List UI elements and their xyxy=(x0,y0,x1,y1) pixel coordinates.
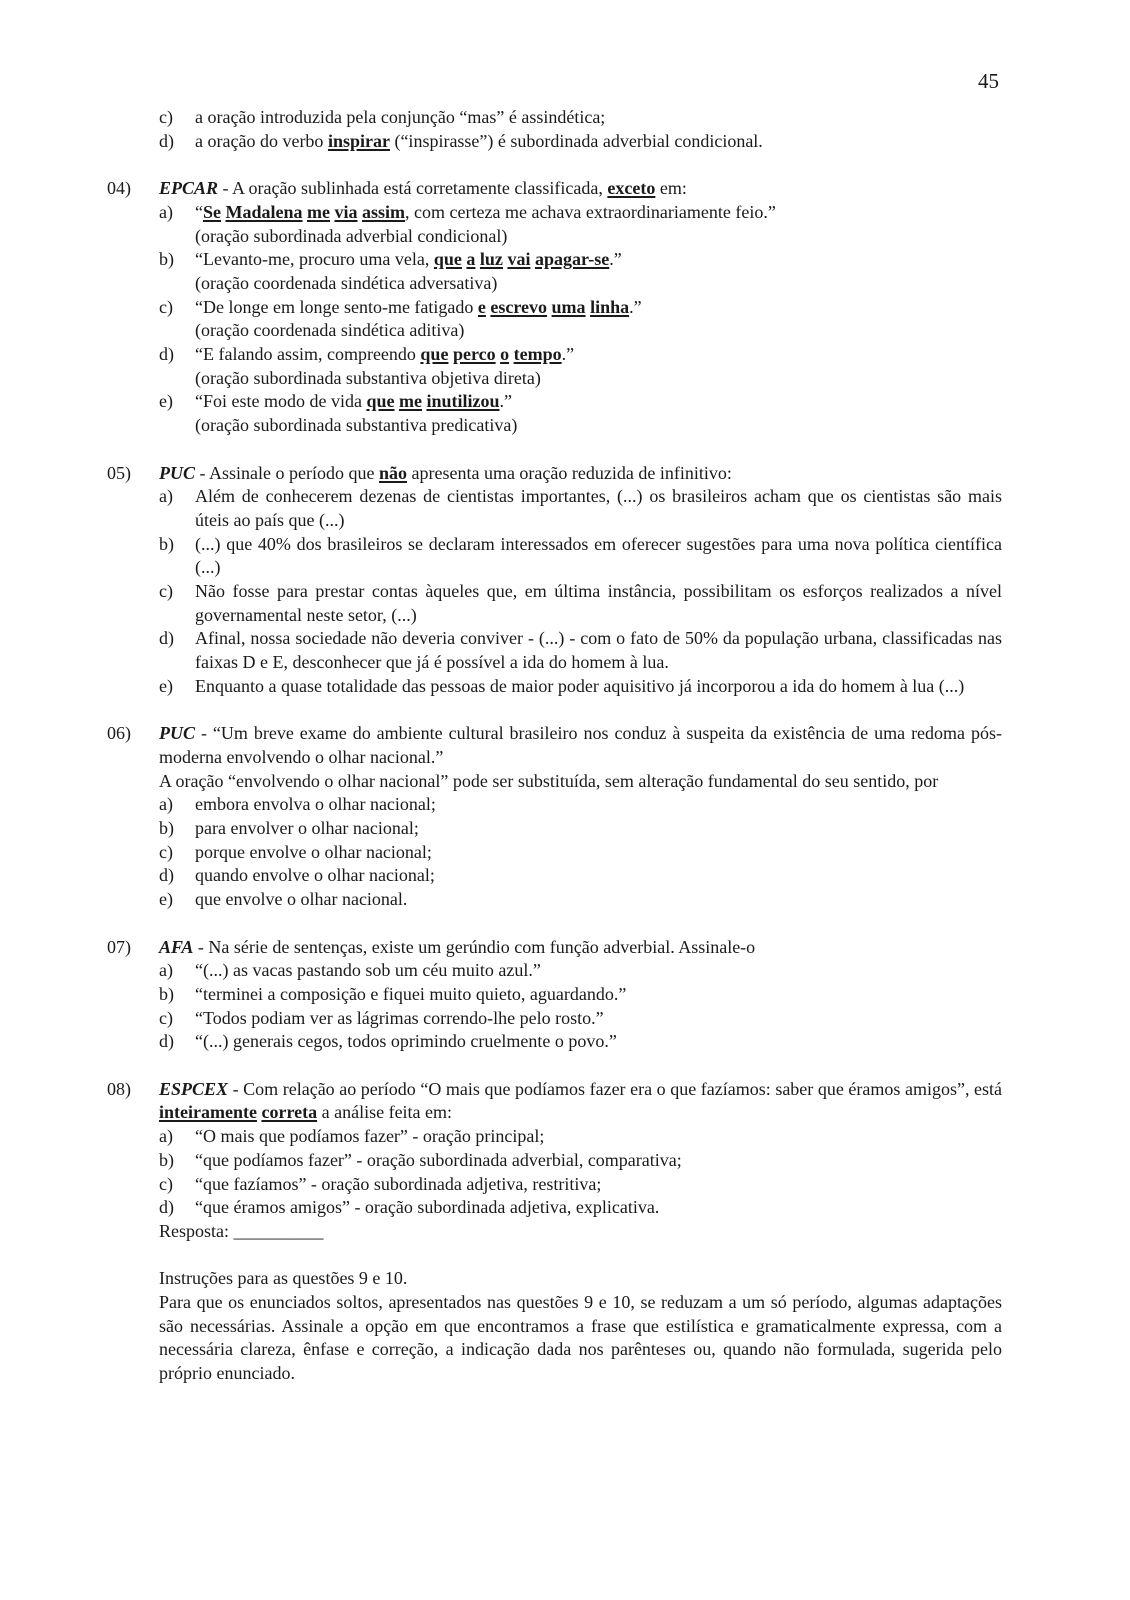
option-label: a) xyxy=(159,1126,173,1147)
option-text: a oração do verbo xyxy=(195,130,328,151)
question-number: 05) xyxy=(107,462,131,483)
instructions xyxy=(107,1267,1002,1386)
option-e xyxy=(159,675,1002,699)
option-text: “Levanto-me, procuro uma vela, xyxy=(195,249,434,270)
question-04 xyxy=(107,177,1002,438)
classification-note: (oração subordinada adverbial condicional) xyxy=(195,225,508,246)
option-label: a) xyxy=(159,486,173,507)
underlined-word: vai xyxy=(507,249,531,270)
previous-question-tail xyxy=(107,106,1002,153)
option-text: .” xyxy=(609,249,622,270)
underlined-word: luz xyxy=(479,249,503,270)
option-text: a oração introduzida pela conjunção “mas” é assindética; xyxy=(195,107,606,127)
option-text: Afinal, nossa sociedade não deveria conviver - (...) - com o fato de 50% da população urbana, classificadas nas faixas D e E, desconhecer que já é possível a ida do homem à lua. xyxy=(195,628,1002,673)
option-label: d) xyxy=(159,1197,174,1218)
option-text: (...) que 40% dos brasileiros se declaram interessados em oferecer sugestões para uma nova política científica (...) xyxy=(195,533,1002,578)
option-c xyxy=(159,1173,1002,1197)
classification-note: (oração subordinada substantiva predicativa) xyxy=(195,415,518,436)
option-label: b) xyxy=(159,818,174,839)
underlined-word: não xyxy=(378,462,407,483)
question-number: 06) xyxy=(107,723,131,744)
option-a xyxy=(159,1125,1002,1149)
option-a xyxy=(159,959,1002,983)
option-b xyxy=(159,533,1002,580)
underlined-word: me xyxy=(307,201,330,222)
option-d xyxy=(159,627,1002,674)
option-text: Enquanto a quase totalidade das pessoas de maior poder aquisitivo já incorporou a ida do homem à lua (...) xyxy=(195,675,965,696)
underlined-word: linha xyxy=(590,296,630,317)
stem-text: em: xyxy=(655,178,687,199)
option-d xyxy=(159,1196,1002,1220)
option-b xyxy=(159,983,1002,1007)
option-label: d) xyxy=(159,130,174,151)
question-07 xyxy=(107,936,1002,1055)
underlined-word: Se xyxy=(203,201,221,222)
underlined-word: que xyxy=(433,249,462,270)
option-a xyxy=(159,485,1002,532)
option-text: Além de conhecerem dezenas de cientistas importantes, (...) os brasileiros acham que os cientistas são mais úteis ao país que (...) xyxy=(195,486,1002,530)
question-stem xyxy=(159,462,1002,486)
option-label: c) xyxy=(159,1007,173,1028)
option-label: b) xyxy=(159,983,174,1004)
stem-text: a análise feita em: xyxy=(317,1102,453,1123)
underlined-word: Madalena xyxy=(225,201,303,222)
option-d xyxy=(159,1030,1002,1054)
option-d xyxy=(159,864,1002,888)
underlined-word: tempo xyxy=(513,344,562,365)
option-label: c) xyxy=(159,841,173,862)
question-05 xyxy=(107,462,1002,699)
option-e xyxy=(159,888,1002,912)
option-text: “De longe em longe sento-me fatigado xyxy=(195,296,478,317)
option-text: “Foi este modo de vida xyxy=(195,391,367,412)
question-stem xyxy=(159,1078,1002,1125)
underlined-word: uma xyxy=(551,296,586,317)
option-text: .” xyxy=(629,296,642,317)
underlined-word: me xyxy=(398,391,422,412)
option-text: “Todos podiam ver as lágrimas correndo-lhe pelo rosto.” xyxy=(195,1007,604,1028)
option-label: a) xyxy=(159,794,173,815)
option-text: (“inspirasse”) é subordinada adverbial condicional. xyxy=(389,130,763,151)
option-label: e) xyxy=(159,675,173,696)
option-label: a) xyxy=(159,201,173,222)
option-text: “(...) generais cegos, todos oprimindo cruelmente o povo.” xyxy=(195,1031,617,1052)
option-text: , com certeza me achava extraordinariamente feio.” xyxy=(405,201,776,222)
option-text: .” xyxy=(561,344,575,365)
option-b xyxy=(159,1149,1002,1173)
question-source: PUC xyxy=(159,462,195,483)
underlined-word: escrevo xyxy=(490,296,548,317)
option-e xyxy=(159,390,1002,437)
underlined-word: perco xyxy=(452,344,496,365)
option-label: e) xyxy=(159,889,173,910)
option-text: “que podíamos fazer” - oração subordinada adverbial, comparativa; xyxy=(195,1149,682,1170)
underlined-word: a xyxy=(466,249,476,270)
option-text: “terminei a composição e fiquei muito quieto, aguardando.” xyxy=(195,983,627,1004)
underlined-word: e xyxy=(477,296,486,317)
option-c xyxy=(159,841,1002,865)
instructions-title: Instruções para as questões 9 e 10. xyxy=(159,1268,408,1289)
page-number: 45 xyxy=(978,69,999,93)
option-text: porque envolve o olhar nacional; xyxy=(195,841,432,862)
option-text: “(...) as vacas pastando sob um céu muito azul.” xyxy=(195,960,541,981)
option-text: “O mais que podíamos fazer” - oração principal; xyxy=(195,1126,545,1147)
option-label: c) xyxy=(159,581,173,602)
underlined-word: inteiramente xyxy=(159,1102,257,1123)
option-text: “E falando assim, compreendo xyxy=(195,344,421,365)
underlined-word: inspirar xyxy=(327,130,390,151)
stem-text: apresenta uma oração reduzida de infinitivo: xyxy=(406,462,732,483)
stem-text: - Na série de sentenças, existe um gerúndio com função adverbial. Assinale-o xyxy=(193,936,756,957)
classification-note: (oração coordenada sindética adversativa) xyxy=(195,272,498,293)
question-source: AFA xyxy=(159,936,194,957)
quote-mark: “ xyxy=(195,201,203,222)
underlined-word: exceto xyxy=(607,178,656,199)
question-stem-continuation: A oração “envolvendo o olhar nacional” pode ser substituída, sem alteração fundamental do seu sentido, por xyxy=(159,770,939,791)
question-number: 04) xyxy=(107,178,131,199)
question-stem xyxy=(159,177,1002,201)
question-source: EPCAR xyxy=(159,178,219,199)
option-label: b) xyxy=(159,533,174,554)
option-label: c) xyxy=(159,1173,173,1194)
underlined-word: apagar-se xyxy=(534,249,610,270)
question-source: PUC xyxy=(159,723,195,744)
question-08 xyxy=(107,1078,1002,1244)
underlined-word: assim xyxy=(362,201,406,222)
option-c xyxy=(159,1007,1002,1031)
underlined-word: correta xyxy=(261,1102,318,1123)
option-label: e) xyxy=(159,391,173,412)
option-text: .” xyxy=(499,391,512,412)
option-label: b) xyxy=(159,1149,174,1170)
option-label: c) xyxy=(159,107,173,127)
question-number: 07) xyxy=(107,936,131,957)
option-text: para envolver o olhar nacional; xyxy=(195,818,419,839)
stem-text: - A oração sublinhada está corretamente classificada, xyxy=(218,178,608,199)
option-label: d) xyxy=(159,344,174,365)
option-text: embora envolva o olhar nacional; xyxy=(195,794,436,815)
option-label: d) xyxy=(159,865,174,886)
option-c xyxy=(159,580,1002,627)
page-content xyxy=(107,106,1002,1386)
question-number: 08) xyxy=(107,1078,131,1099)
option-text: “que éramos amigos” - oração subordinada adjetiva, explicativa. xyxy=(195,1197,660,1218)
option-label: d) xyxy=(159,1031,174,1052)
option-text: “que fazíamos” - oração subordinada adjetiva, restritiva; xyxy=(195,1173,602,1194)
underlined-word: inutilizou xyxy=(426,391,500,412)
answer-blank: Resposta: __________ xyxy=(159,1220,324,1241)
option-label: b) xyxy=(159,249,174,270)
underlined-word: que xyxy=(366,391,395,412)
underlined-word: o xyxy=(500,344,510,365)
option-b xyxy=(159,817,1002,841)
option-a xyxy=(159,201,1002,248)
underlined-word: via xyxy=(334,201,358,222)
option-text: Não fosse para prestar contas àqueles que, em última instância, possibilitam os esforços realizados a nível governamental neste setor, (...) xyxy=(195,581,1002,625)
option-d xyxy=(159,130,1002,154)
question-06 xyxy=(107,722,1002,912)
option-a xyxy=(159,793,1002,817)
classification-note: (oração coordenada sindética aditiva) xyxy=(195,320,465,341)
stem-text: - Assinale o período que xyxy=(195,462,379,483)
option-d xyxy=(159,343,1002,390)
question-stem xyxy=(159,936,1002,960)
option-text: que envolve o olhar nacional. xyxy=(195,889,408,910)
stem-text: - Com relação ao período “O mais que podíamos fazer era o que fazíamos: saber que éramos amigos”, está xyxy=(228,1078,1002,1099)
classification-note: (oração subordinada substantiva objetiva direta) xyxy=(195,367,541,388)
option-label: d) xyxy=(159,628,174,649)
option-c xyxy=(159,106,1002,130)
instructions-body: Para que os enunciados soltos, apresentados nas questões 9 e 10, se reduzam a um só período, algumas adaptações são necessárias. Assinale a opção em que encontramos a frase que estilística e gramaticalmente expressa, com a necessária clareza, ênfase e correção, a indicação dada nos parênteses ou, quando não formulada, sugerida pelo próprio enunciado. xyxy=(159,1292,1002,1384)
option-text: quando envolve o olhar nacional; xyxy=(195,865,435,886)
underlined-word: que xyxy=(420,344,449,365)
option-label: a) xyxy=(159,960,173,981)
option-b xyxy=(159,248,1002,295)
option-c xyxy=(159,296,1002,343)
stem-text: - “Um breve exame do ambiente cultural brasileiro nos conduz à suspeita da existência de uma redoma pós-moderna envolvendo o olhar nacional.” xyxy=(159,723,1002,767)
option-label: c) xyxy=(159,296,173,317)
question-stem xyxy=(159,722,1002,769)
question-source: ESPCEX xyxy=(159,1078,229,1099)
